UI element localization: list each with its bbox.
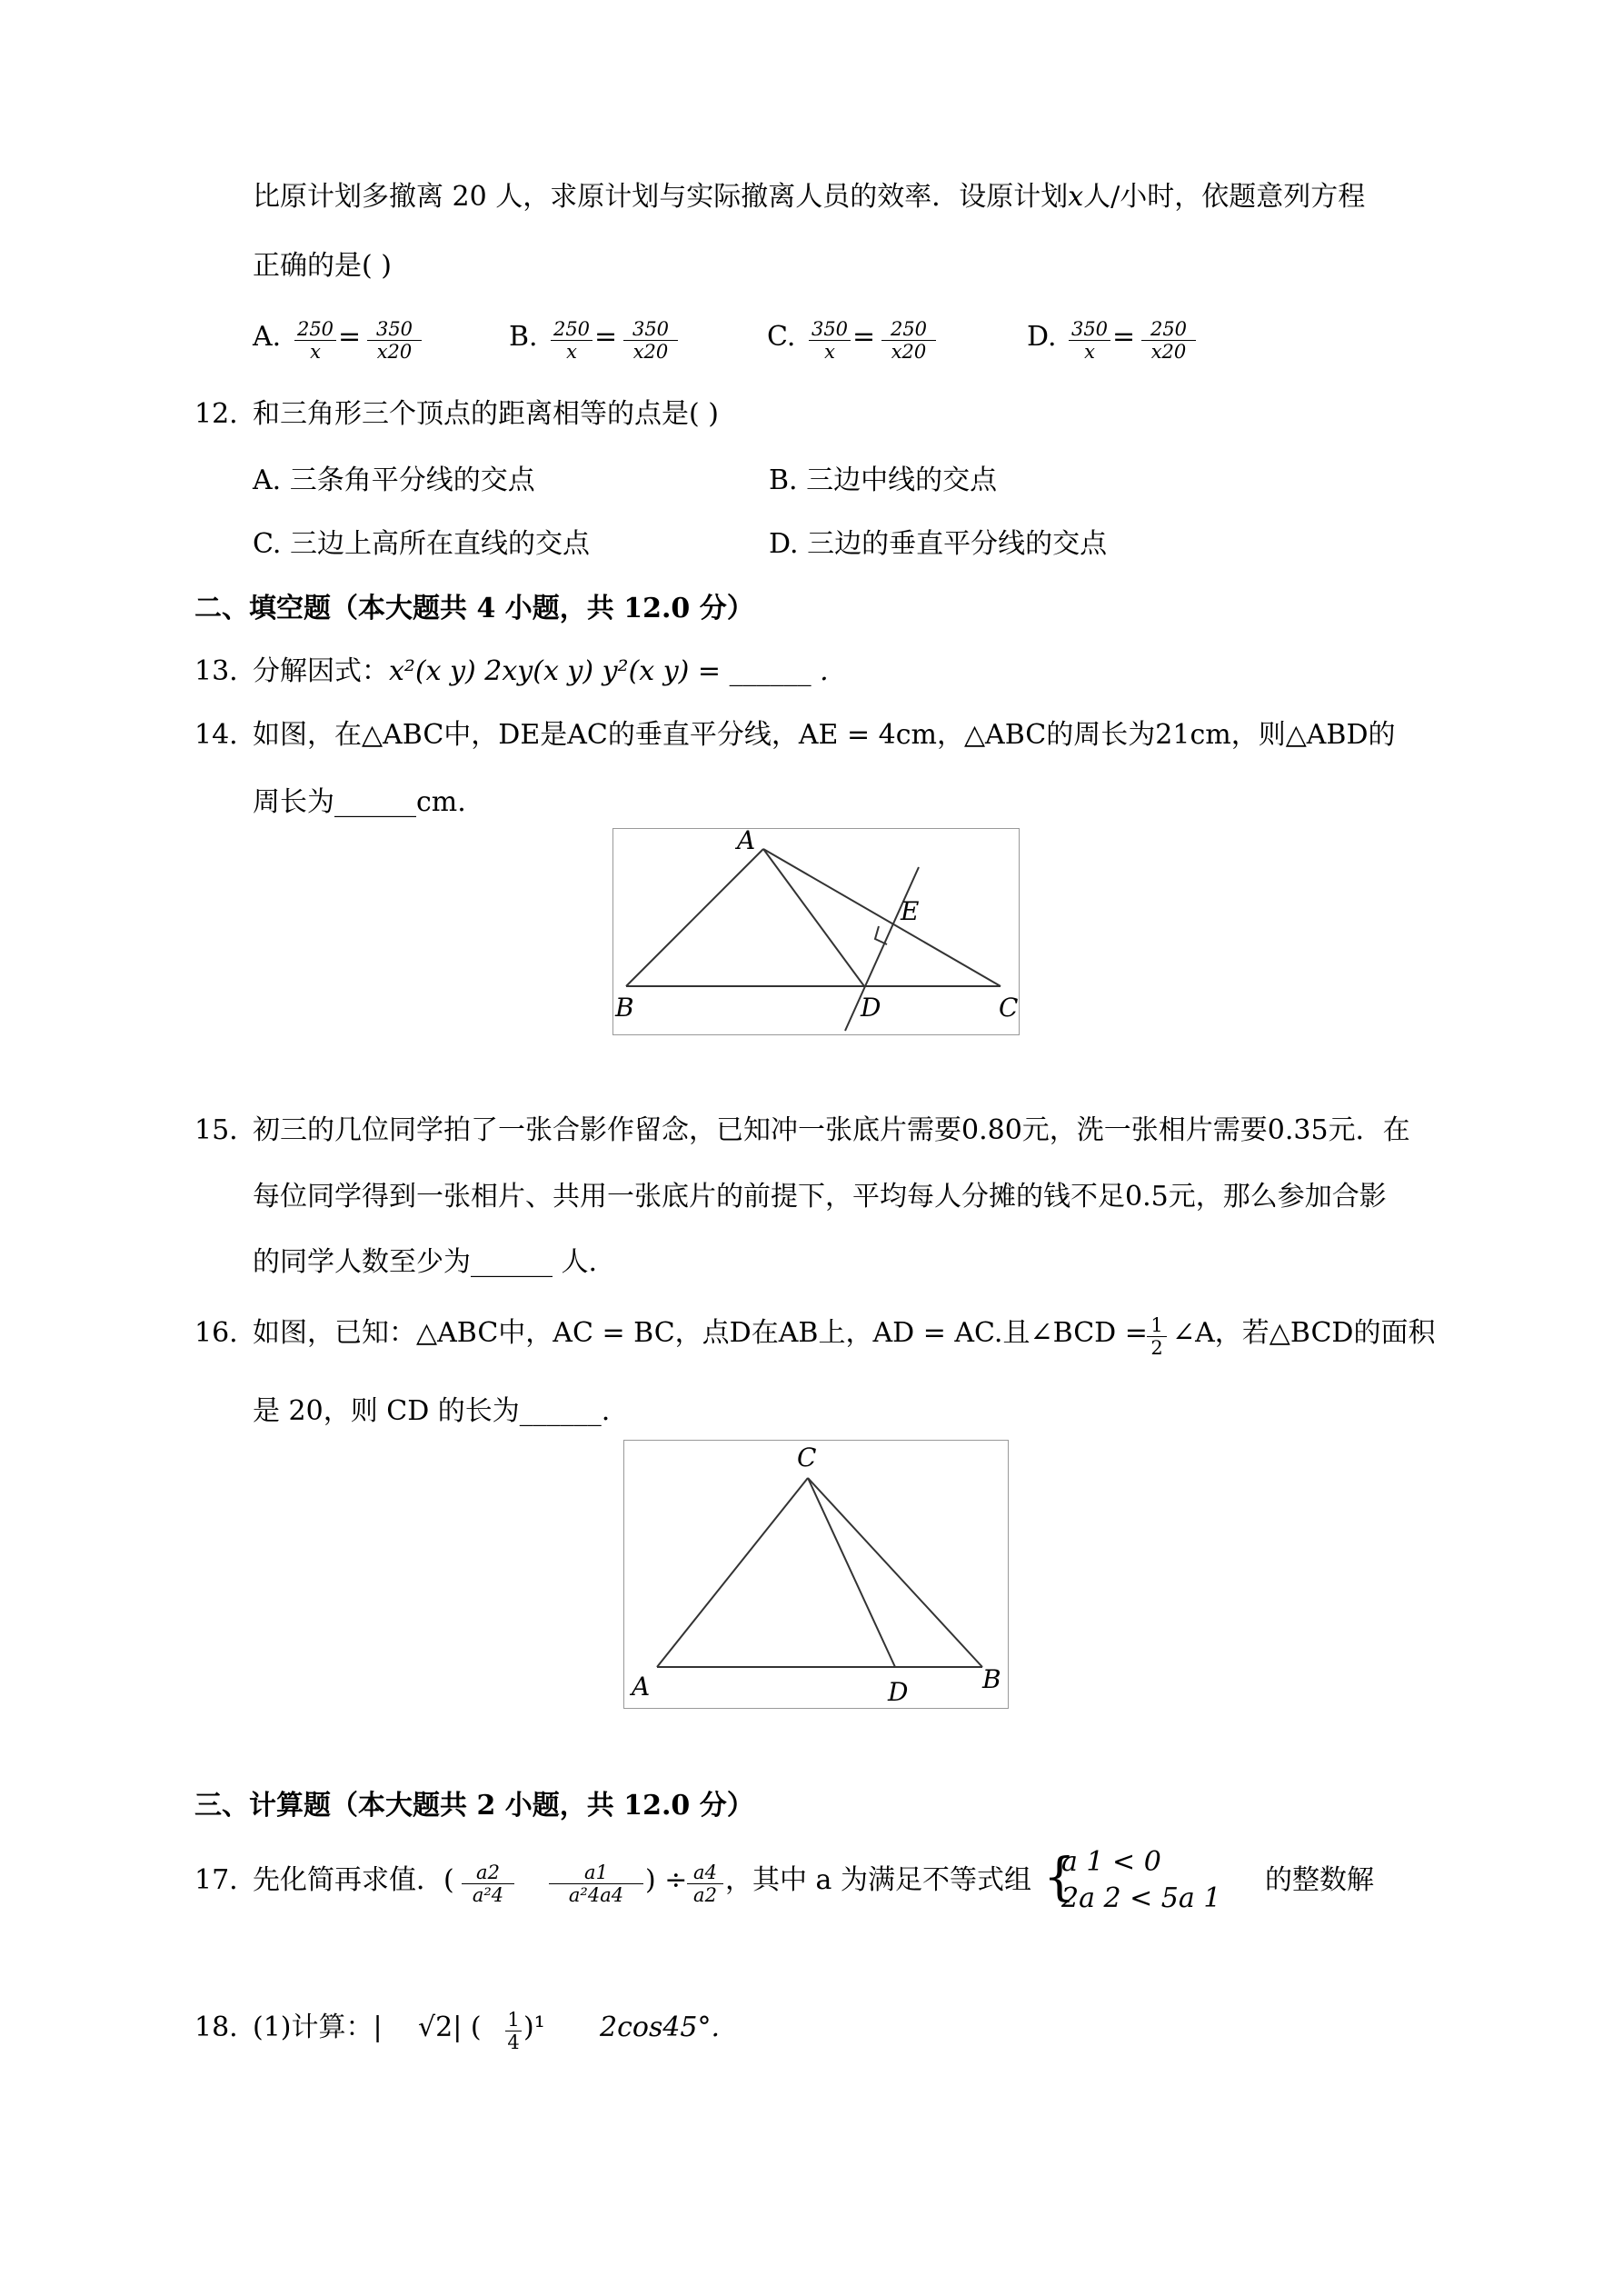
q11-line1: 比原计划多撤离 20 人，求原计划与实际撤离人员的效率．设原计划x人/小时，依题意列方程 [253,181,1366,213]
q18-tail: 2cos45°. [600,2011,721,2043]
fig1-label-c: C [999,993,1019,1023]
fig2-label-d: D [888,1677,909,1707]
q17-label: 先化简再求值．( [253,1864,454,1896]
q17-divide: ) ÷ [645,1864,688,1896]
figure-triangle-abc-perpendicular-bisector [612,828,1020,1035]
fig1-label-b: B [615,993,634,1023]
q18-label: (1)计算：| [253,2011,383,2043]
q17-fraction-1: $\frac{a2}{\text{a²4}}$ [462,1862,514,1906]
q15-line3: 的同学人数至少为______ 人. [253,1246,598,1278]
q15-line2: 每位同学得到一张相片、共用一张底片的前提下，平均每人分摊的钱不足0.5元，那么参加合影 [253,1181,1387,1213]
q12-option-b: B. 三边中线的交点 [769,464,998,496]
q14-line1: 如图，在△ABC中，DE是AC的垂直平分线，AE = 4cm，△ABC的周长为21cm，则△ABD的 [253,719,1396,751]
q14-number: 14. [194,719,238,751]
fig2-label-b: B [982,1664,1001,1694]
q18-fraction: $\frac{1}{4}$ [505,2009,522,2053]
q12-stem: 和三角形三个顶点的距离相等的点是( ) [253,398,719,430]
fig1-label-d: D [861,993,881,1023]
q17-number: 17. [194,1864,238,1896]
figure-triangle-abc-with-d [623,1440,1009,1709]
q18-exponent: )¹ [523,2011,545,2043]
q17-mid: ，其中 a 为满足不等式组 [725,1864,1031,1896]
q17-fraction-3: $\frac{a4}{a2}$ [687,1862,723,1906]
q17-system-brace: { [1043,1848,1076,1907]
q12-option-d: D. 三边的垂直平分线的交点 [769,528,1108,560]
fig1-label-e: E [901,896,920,926]
q16-line1b: ∠A，若△BCD的面积 [1172,1317,1436,1349]
q15-number: 15. [194,1114,238,1146]
q17-system-line2: 2a 2 < 5a 1 [1061,1882,1221,1914]
q16-fraction-half: $\frac{1}{2}$ [1147,1314,1167,1359]
q12-number: 12. [194,398,238,430]
fig2-label-a: A [632,1672,651,1702]
section-heading-calculation: 三、计算题（本大题共 2 小题，共 12.0 分） [194,1790,754,1822]
q11-line2: 正确的是( ) [253,250,392,282]
q17-tail: 的整数解 [1265,1864,1374,1896]
fig1-label-a: A [737,829,756,855]
q16-line1a: 如图，已知：△ABC中，AC = BC，点D在AB上，AD = AC.且∠BCD = [253,1317,1148,1349]
q18-rest: √2| ( [418,2011,482,2043]
q16-line2: 是 20，则 CD 的长为______. [253,1395,611,1427]
q18-number: 18. [194,2011,238,2043]
q16-number: 16. [194,1317,238,1349]
q13-text: 分解因式：x²(x y) 2xy(x y) y²(x y) = ______ . [253,655,829,687]
q14-line2: 周长为______cm. [253,786,466,818]
q12-option-c: C. 三边上高所在直线的交点 [253,528,590,560]
q13-number: 13. [194,655,238,687]
q12-option-a: A. 三条角平分线的交点 [253,464,535,496]
q15-line1: 初三的几位同学拍了一张合影作留念，已知冲一张底片需要0.80元，洗一张相片需要0.35元．在 [253,1114,1410,1146]
fig2-label-c: C [797,1442,817,1472]
q17-fraction-2: $\frac{a1}{\text{a²4a4}}$ [549,1862,643,1906]
section-heading-fill-in: 二、填空题（本大题共 4 小题，共 12.0 分） [194,593,754,624]
q17-system-line1: a 1 < 0 [1061,1846,1161,1878]
